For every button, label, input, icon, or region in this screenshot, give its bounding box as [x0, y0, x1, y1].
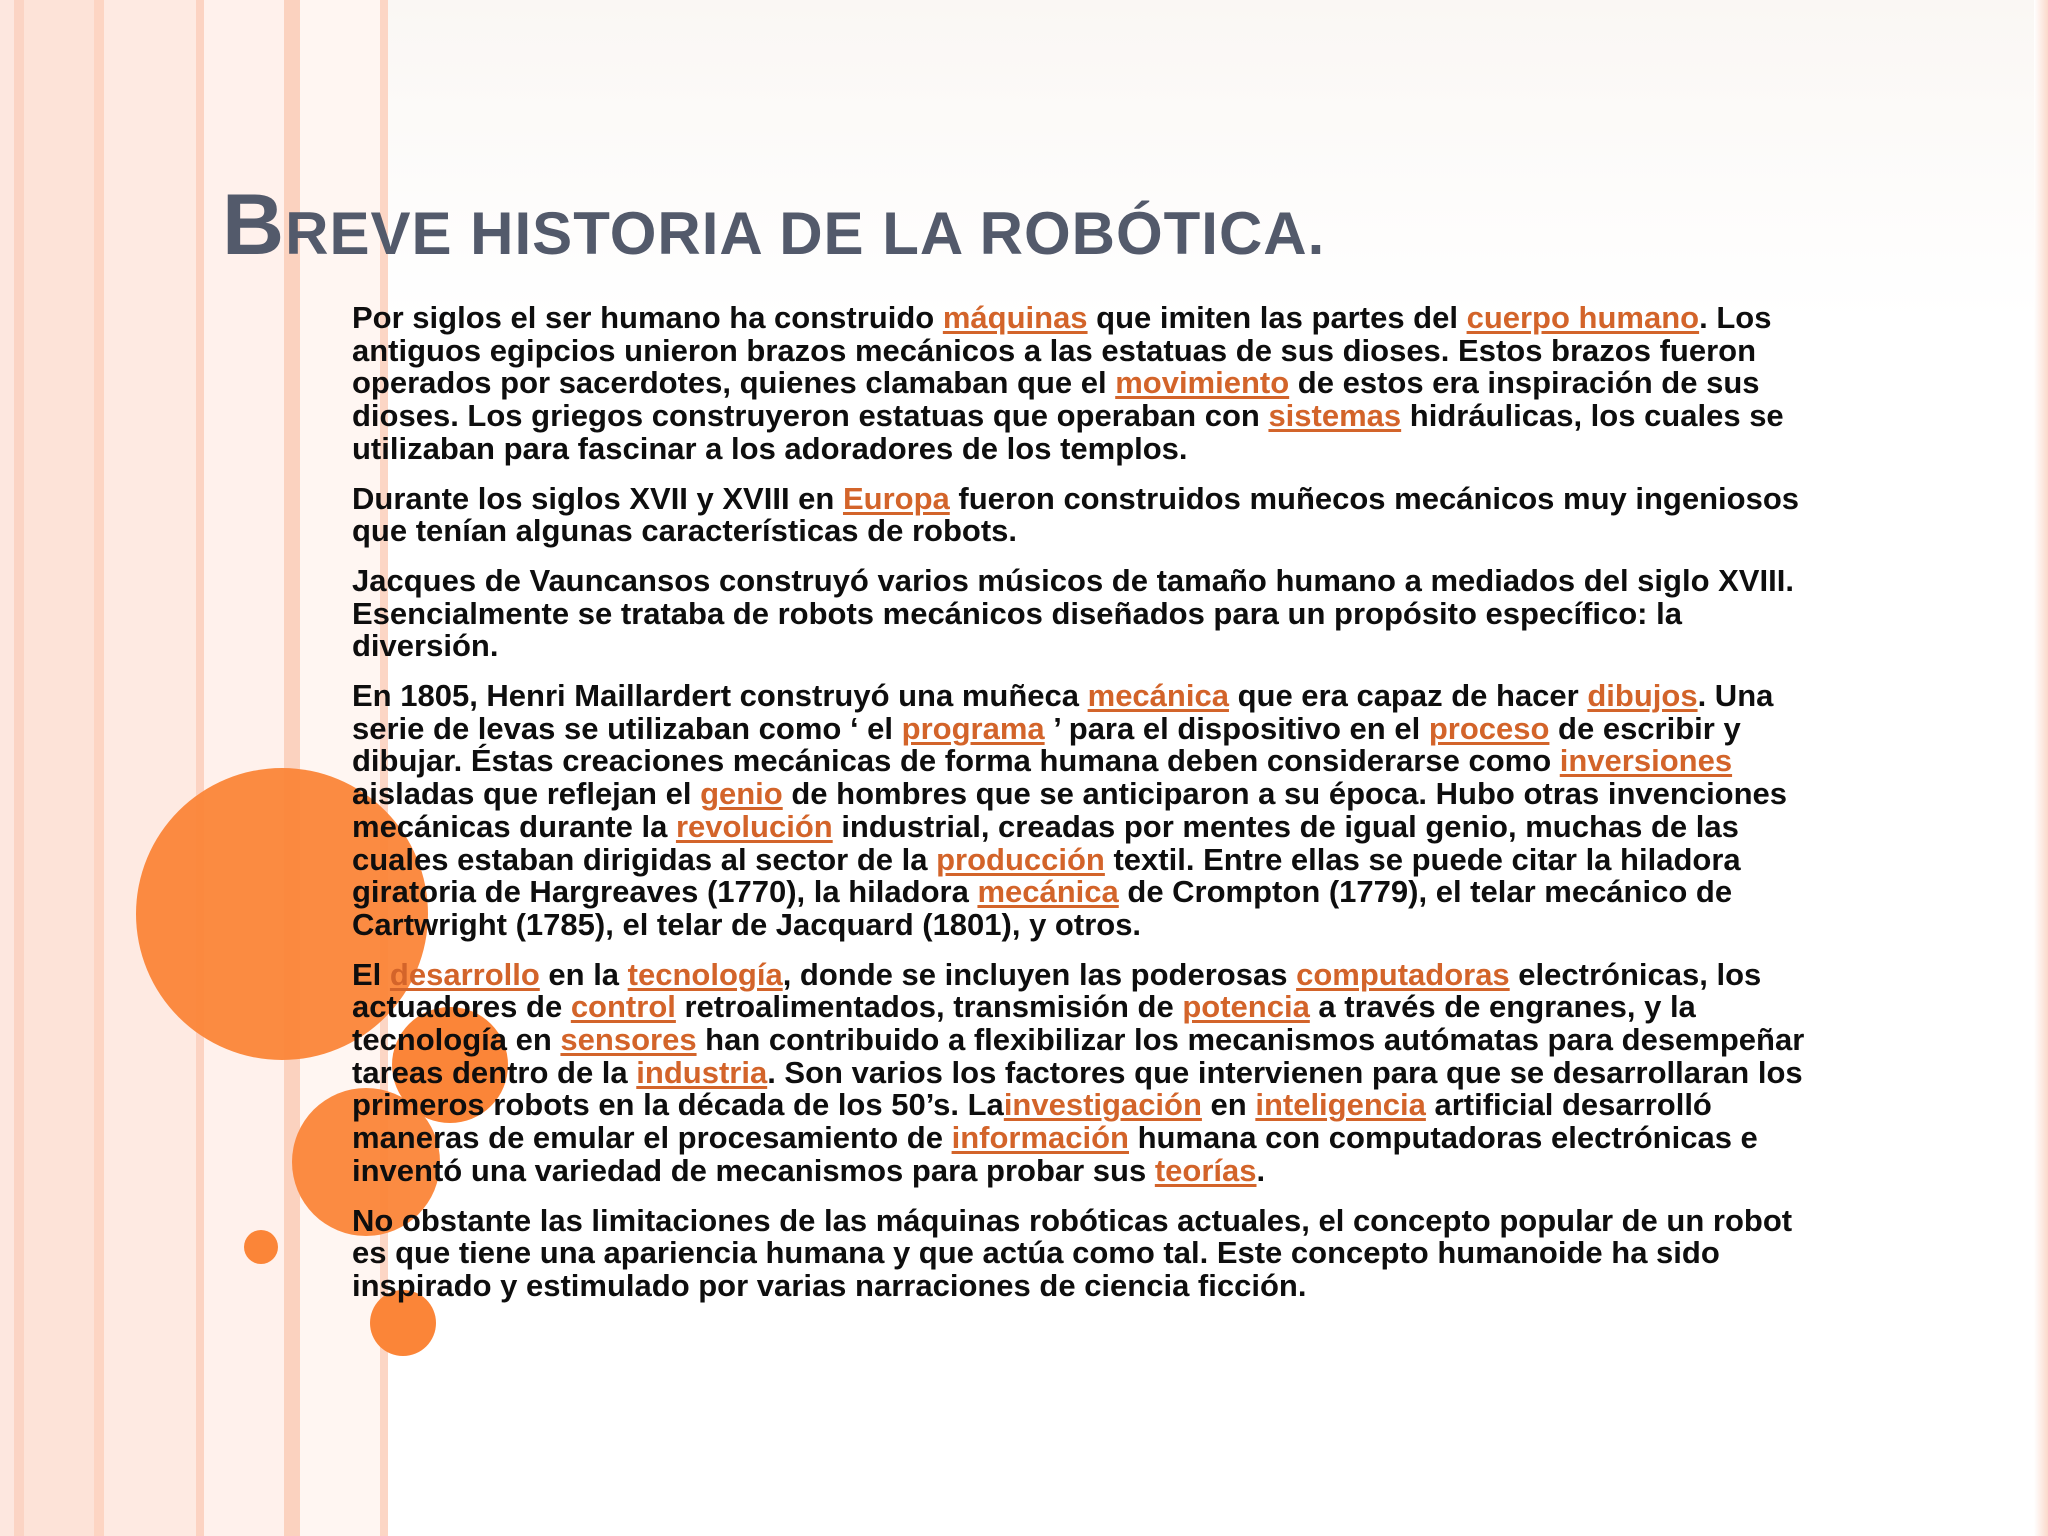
paragraph-2	[352, 480, 1812, 549]
text-run: En 1805, Henri Maillardert construyó una muñeca	[352, 678, 1088, 714]
link-tecnologia[interactable]: tecnología	[627, 956, 783, 992]
text-run: Jacques de Vauncansos construyó varios músicos de tamaño humano a mediados del siglo XVIII. Esencialmente se trataba de robots mecánicos diseñados para un propósito específico: la diversión.	[352, 562, 1794, 664]
link-genio[interactable]: genio	[700, 776, 783, 812]
text-run: fueron construidos muñecos mecánicos muy ingeniosos que tenían algunas características de robots.	[352, 480, 1800, 549]
link-mecanica[interactable]: mecánica	[1087, 678, 1229, 714]
text-run: de escribir y dibujar. Éstas creaciones mecánicas de forma humana deben considerarse como	[352, 710, 1741, 779]
link-potencia[interactable]: potencia	[1182, 989, 1310, 1025]
text-run: electrónicas, los actuadores de	[352, 956, 1762, 1025]
slide-body	[352, 302, 1812, 1320]
text-run: . Los antiguos egipcios unieron brazos mecánicos a las estatuas de sus dioses. Estos brazos fueron operados por sacerdotes, quienes clamaban que el	[352, 300, 1772, 401]
decor-stripe	[196, 0, 204, 1536]
title-rest: REVE HISTORIA DE LA ROBÓTICA.	[285, 200, 1326, 267]
decor-right-edge	[2034, 0, 2048, 1536]
link-sistemas[interactable]: sistemas	[1268, 398, 1402, 434]
text-run: en	[1201, 1087, 1256, 1123]
text-run: a través de engranes, y la tecnología en	[352, 989, 1696, 1058]
paragraph-6	[352, 1202, 1812, 1303]
paragraph-4	[352, 680, 1812, 942]
slide-title	[222, 176, 1325, 275]
link-produccion[interactable]: producción	[936, 841, 1105, 877]
paragraph-1	[352, 302, 1812, 466]
link-teorias[interactable]: teorías	[1154, 1152, 1257, 1188]
text-run: de hombres que se anticiparon a su época. Hubo otras invenciones mecánicas durante la	[352, 776, 1788, 844]
text-run: Durante los siglos XVII y XVIII en	[352, 480, 843, 516]
link-revolucion[interactable]: revolución	[675, 808, 833, 844]
text-run: industrial, creadas por mentes de igual genio, muchas de las cuales estaban dirigidas al sector de la	[352, 808, 1739, 877]
link-movimiento[interactable]: movimiento	[1115, 365, 1290, 401]
decor-stripe	[0, 0, 14, 1536]
link-industria[interactable]: industria	[636, 1054, 768, 1090]
link-investigacion[interactable]: investigación	[1003, 1087, 1202, 1123]
decor-stripe	[14, 0, 24, 1536]
link-inteligencia[interactable]: inteligencia	[1255, 1087, 1426, 1123]
text-run: No obstante las limitaciones de las máquinas robóticas actuales, el concepto popular de un robot es que tiene una apariencia humana y que actúa como tal. Este concepto humanoide ha sido inspirado y estimulado por varias narraciones de ciencia ficción.	[352, 1202, 1793, 1303]
link-programa[interactable]: programa	[901, 710, 1045, 746]
link-europa[interactable]: Europa	[842, 480, 950, 516]
decor-stripe	[94, 0, 104, 1536]
text-run: hidráulicas, los cuales se utilizaban para fascinar a los adoradores de los templos.	[352, 398, 1784, 466]
decor-stripe	[24, 0, 94, 1536]
text-run: El	[352, 956, 390, 992]
link-mecanica-2[interactable]: mecánica	[977, 874, 1119, 910]
text-run: han contribuido a flexibilizar los mecanismos autómatas para desempeñar tareas dentro de la	[352, 1022, 1805, 1090]
text-run: textil. Entre ellas se puede citar la hiladora giratoria de Hargreaves (1770), la hiladora	[352, 841, 1741, 910]
text-run: , donde se incluyen las poderosas	[782, 956, 1297, 992]
text-run: que era capaz de hacer	[1228, 678, 1588, 714]
text-run: retroalimentados, transmisión de	[675, 989, 1183, 1025]
text-run: que imiten las partes del	[1087, 300, 1467, 335]
decor-stripe	[104, 0, 196, 1536]
text-run: . Son varios los factores que intervienen para que se desarrollaran los primeros robots en la década de los 50’s. La	[352, 1054, 1803, 1123]
decor-circle-small	[244, 1230, 278, 1264]
link-dibujos[interactable]: dibujos	[1587, 678, 1698, 714]
link-cuerpo-humano[interactable]: cuerpo humano	[1466, 300, 1700, 335]
link-maquinas[interactable]: máquinas	[942, 300, 1088, 335]
title-first-letter: B	[222, 177, 286, 273]
link-informacion[interactable]: información	[951, 1120, 1129, 1156]
text-run: aisladas que reflejan el	[352, 776, 701, 812]
text-run: ’ para el dispositivo en el	[1044, 710, 1429, 746]
paragraph-3	[352, 562, 1812, 664]
text-run: de estos era inspiración de sus dioses. Los griegos construyeron estatuas que operaban con	[352, 365, 1760, 434]
text-run: artificial desarrolló maneras de emular el procesamiento de	[352, 1087, 1712, 1156]
text-run: .	[1256, 1152, 1266, 1188]
text-run: humana con computadoras electrónicas e inventó una variedad de mecanismos para probar sus	[352, 1120, 1758, 1188]
text-run: en la	[539, 956, 628, 992]
link-sensores[interactable]: sensores	[560, 1022, 697, 1058]
text-run: . Una serie de levas se utilizaban como ‘ el	[352, 678, 1774, 746]
link-inversiones[interactable]: inversiones	[1559, 743, 1733, 779]
link-computadoras[interactable]: computadoras	[1296, 956, 1510, 992]
link-control[interactable]: control	[570, 989, 676, 1025]
text-run: Por siglos el ser humano ha construido	[352, 300, 943, 335]
link-proceso[interactable]: proceso	[1428, 710, 1550, 746]
text-run: de Crompton (1779), el telar mecánico de Cartwright (1785), el telar de Jacquard (1801), y otros.	[352, 874, 1733, 942]
link-desarrollo[interactable]: desarrollo	[389, 956, 540, 992]
paragraph-5	[352, 956, 1812, 1188]
